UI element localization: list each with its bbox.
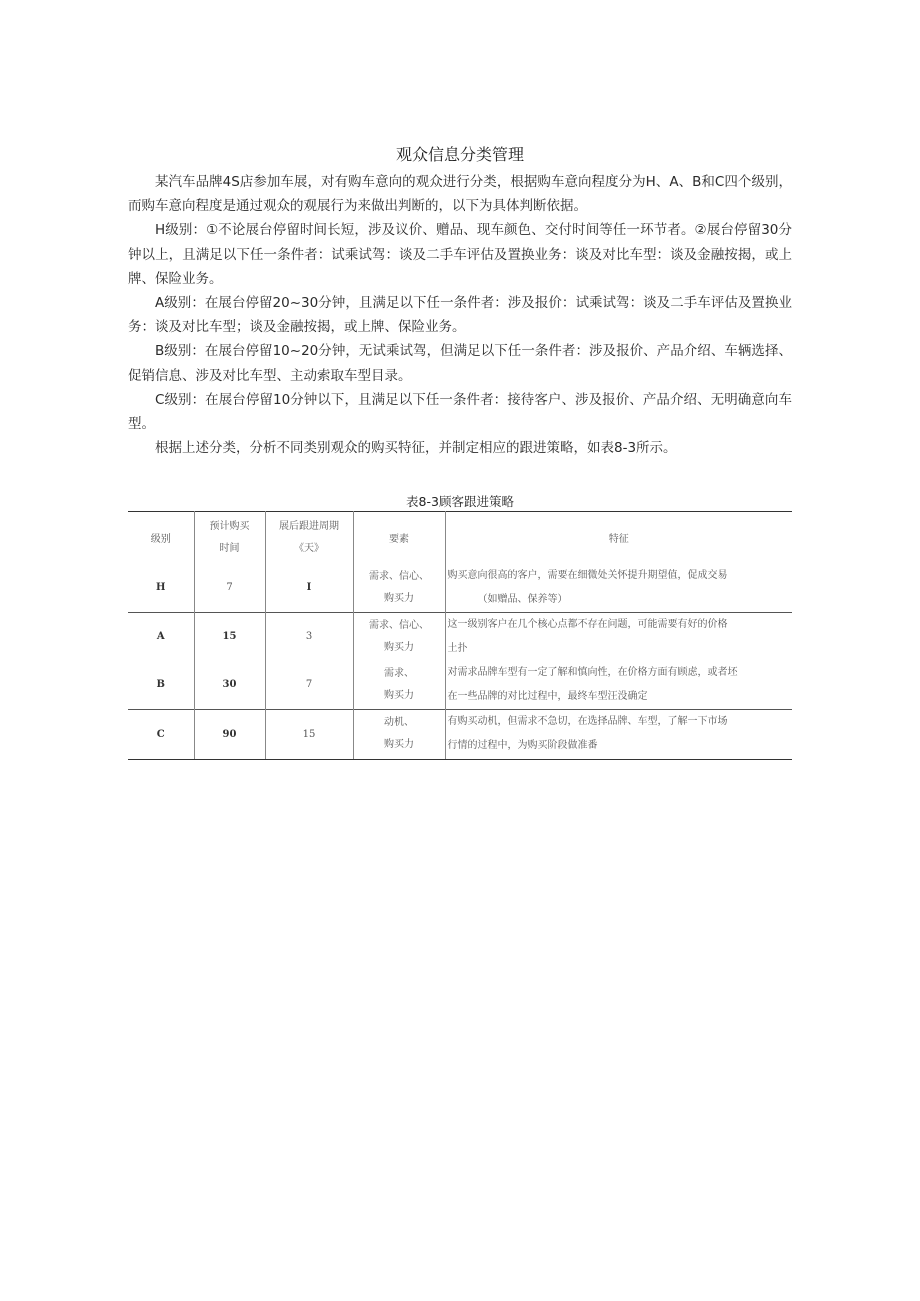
header-factors: 要素 bbox=[353, 512, 445, 564]
table-caption: 表8-3顾客跟进策略 bbox=[406, 494, 514, 509]
table-row bbox=[128, 612, 792, 661]
row-purchase-time: 7 bbox=[194, 564, 265, 613]
document-body bbox=[128, 170, 792, 460]
row-factors: 动机、 购买力 bbox=[353, 709, 445, 759]
row-level: B bbox=[128, 661, 194, 710]
a-level-paragraph: A级别：在展台停留20~30分钟，且满足以下任一条件者：涉及报价：试乘试驾：谈及二手车评估及置换业务：谈及对比车型；谈及金融按揭，或上牌、保险业务。 bbox=[128, 295, 792, 336]
table-header-row bbox=[128, 512, 792, 564]
table-row bbox=[128, 709, 792, 759]
row-purchase-time: 90 bbox=[194, 709, 265, 759]
header-follow-cycle: 展后跟进周期 《天》 bbox=[265, 512, 353, 564]
row-features: 有购买动机，但需求不急切，在选择品牌、车型，了解一下市场 行情的过程中，为购买阶段做准番 bbox=[445, 709, 792, 759]
header-purchase-time: 预计购买 时间 bbox=[194, 512, 265, 564]
c-level-paragraph: C级别：在展台停留10分钟以下，且满足以下任一条件者：接待客户、涉及报价、产品介绍、无明确意向车型。 bbox=[128, 391, 792, 433]
follow-up-strategy-table bbox=[128, 511, 792, 760]
h-level-paragraph: H级别：①不论展台停留时间长短，涉及议价、赠品、现车颜色、交付时间等任一环节者。②展台停留30分钟以上，且满足以下任一条件者：试乘试驾：谈及二手车评估及置换业务：谈及对比车型：谈及金融按揭，或上牌、保险业务。 bbox=[128, 222, 792, 287]
header-features: 特征 bbox=[445, 512, 792, 564]
row-factors: 需求、信心、 购买力 bbox=[353, 564, 445, 613]
row-purchase-time: 30 bbox=[194, 661, 265, 710]
row-factors: 需求、信心、 购买力 bbox=[353, 612, 445, 661]
table-row bbox=[128, 564, 792, 613]
row-follow-cycle: 15 bbox=[265, 709, 353, 759]
row-factors: 需求、 购买力 bbox=[353, 661, 445, 710]
table-row bbox=[128, 661, 792, 710]
row-follow-cycle: 7 bbox=[265, 661, 353, 710]
row-level: A bbox=[128, 612, 194, 661]
intro-paragraph: 某汽车品牌4S店参加车展，对有购车意向的观众进行分类，根据购车意向程度分为H、A、B和C四个级别，而购车意向程度是通过观众的观展行为来做出判断的，以下为具体判断依据。 bbox=[128, 174, 792, 215]
row-follow-cycle: 3 bbox=[265, 612, 353, 661]
row-level: C bbox=[128, 709, 194, 759]
row-features: 这一级别客户在几个核心点都不存在问题，可能需要有好的价格 土扑 bbox=[445, 612, 792, 661]
header-level: 级别 bbox=[128, 512, 194, 564]
row-follow-cycle: I bbox=[265, 564, 353, 613]
row-features: 购买意向很高的客户，需要在细微处关怀提升期望值，促成交易 （如赠品、保养等） bbox=[447, 569, 728, 605]
row-level: H bbox=[128, 564, 194, 613]
row-features: 对需求品牌车型有一定了解和慎向性，在价格方面有顾虑，或者坯 在一些品牌的对比过程中，最终车型汪没确定 bbox=[447, 666, 738, 702]
document-title: 观众信息分类管理 bbox=[395, 145, 524, 164]
b-level-paragraph: B级别：在展台停留10~20分钟，无试乘试驾，但满足以下任一条件者：涉及报价、产品介绍、车辆选择、促销信息、涉及对比车型、主动索取车型目录。 bbox=[128, 343, 792, 384]
summary-paragraph: 根据上述分类，分析不同类别观众的购买特征，并制定相应的跟进策略，如表8-3所示。 bbox=[155, 440, 677, 457]
row-purchase-time: 15 bbox=[194, 612, 265, 661]
